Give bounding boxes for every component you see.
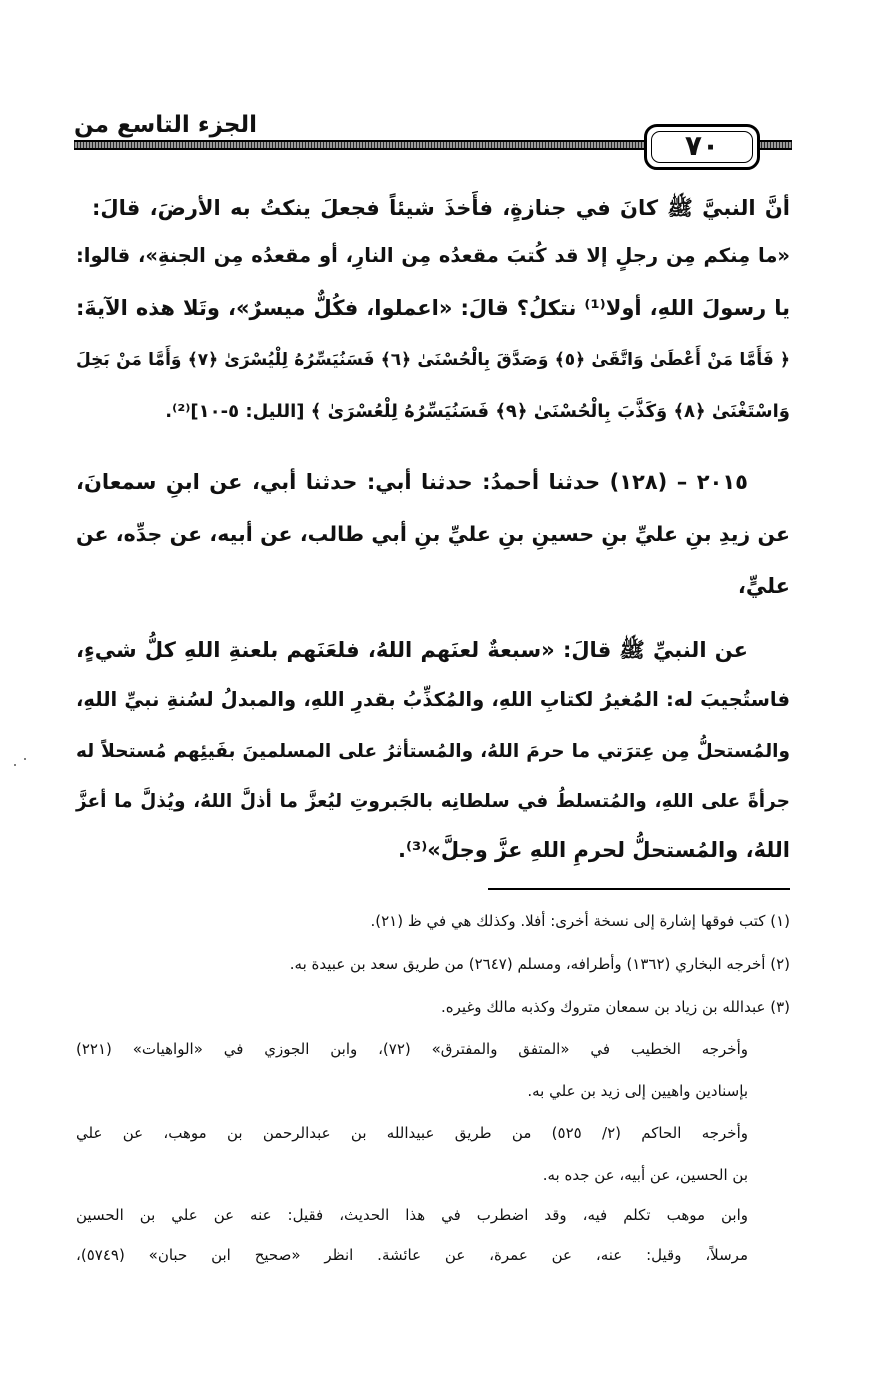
footnote-line: وابن موهب تكلم فيه، وقد اضطرب في هذا الحديث، فقيل: عنه عن علي بن الحسين <box>76 1206 748 1224</box>
body-line: فاستُجيبَ له: المُغيرُ لكتابِ اللهِ، والمُكذِّبُ بقدرِ اللهِ، والمبدلُ لسُنةِ نبيِّ اللهِ، <box>76 688 790 711</box>
footnote-line: بإسنادين واهيين إلى زيد بن علي به. <box>527 1082 748 1100</box>
body-line: «ما مِنكم مِن رجلٍ إلا قد كُتبَ مقعدُه مِن النارِ، أو مقعدُه مِن الجنةِ»، قالوا: <box>76 244 790 267</box>
body-line: والمُستحلُّ مِن عِترَتي ما حرمَ اللهُ، والمُستأثرُ على المسلمينَ بفَيئِهم مُستحلاً له <box>76 741 790 762</box>
footnote-line: (٣) عبدالله بن زياد بن سمعان متروك وكذبه مالك وغيره. <box>441 998 790 1016</box>
footnote-line: مرسلاً، وقيل: عنه، عن عمرة، عن عائشة. انظر «صحيح ابن حبان» (٥٧٤٩)، <box>76 1246 748 1264</box>
footnote-separator <box>488 888 790 890</box>
footnote-line: بن الحسين، عن أبيه، عن جده به. <box>542 1166 748 1184</box>
body-line: عن النبيِّ ﷺ قالَ: «سبعةٌ لعنَهم اللهُ، فلعَنَهم بلعنةِ اللهِ كلُّ شيءٍ، <box>76 638 748 662</box>
footnote-line: (٢) أخرجه البخاري (١٣٦٢) وأطرافه، ومسلم (٢٦٤٧) من طريق سعد بن عبيدة به. <box>289 955 790 973</box>
scan-speck <box>14 764 16 766</box>
body-line: يا رسولَ اللهِ، أولا⁽¹⁾ نتكلُ؟ قالَ: «اعملوا، فكُلٌّ ميسرٌ»، وتَلا هذه الآيةَ: <box>76 296 790 320</box>
body-line: ٢٠١٥ – (١٢٨) حدثنا أحمدُ: حدثنا أبي: حدثنا أبي، عن ابنِ سمعانَ، <box>76 470 748 494</box>
quran-verse-line: ﴿ فَأَمَّا مَنْ أَعْطَىٰ وَاتَّقَىٰ ﴿٥﴾ وَصَدَّقَ بِالْحُسْنَىٰ ﴿٦﴾ فَسَنُيَسِّرُهُ لِلْيُسْرَىٰ ﴿٧﴾ وَأَمَّا مَنْ بَخِلَ <box>76 350 790 370</box>
footnote-line: وأخرجه الخطيب في «المتفق والمفترق» (٧٢)، وابن الجوزي في «الواهيات» (٢٢١) <box>76 1040 748 1058</box>
body-line: جرأةً على اللهِ، والمُتسلطُ في سلطانِه بالجَبروتِ ليُعزَّ ما أذلَّ اللهُ، ويُذلَّ ما أعزَّ <box>76 791 790 812</box>
footnote-line: (١) كتب فوقها إشارة إلى نسخة أخرى: أفلا. وكذلك هي في ظ (٢١). <box>370 912 790 930</box>
page-number: ٧٠ <box>684 129 720 162</box>
quran-verse-line: وَاسْتَغْنَىٰ ﴿٨﴾ وَكَذَّبَ بِالْحُسْنَىٰ ﴿٩﴾ فَسَنُيَسِّرُهُ لِلْعُسْرَىٰ ﴾ [الليل: ٥-١٠]⁽²⁾. <box>165 401 790 422</box>
body-line: أنَّ النبيَّ ﷺ كانَ في جنازةٍ، فأَخذَ شيئاً فجعلَ ينكتُ به الأرضَ، قالَ: <box>92 196 790 220</box>
body-line: عن زيدِ بنِ عليِّ بنِ حسينِ بنِ عليِّ بنِ أبي طالب، عن أبيه، عن جدِّه، عن <box>76 522 790 546</box>
running-title: الجزء التاسع من <box>74 112 257 138</box>
page-number-box <box>644 124 760 170</box>
body-line: عليٍّ، <box>737 574 790 598</box>
footnote-line: وأخرجه الحاكم (٢/ ٥٢٥) من طريق عبيدالله بن عبدالرحمن بن موهب، عن علي <box>76 1124 748 1142</box>
scan-speck <box>24 758 26 760</box>
body-line: اللهُ، والمُستحلُّ لحرمِ اللهِ عزَّ وجلَّ»⁽³⁾. <box>397 838 790 862</box>
